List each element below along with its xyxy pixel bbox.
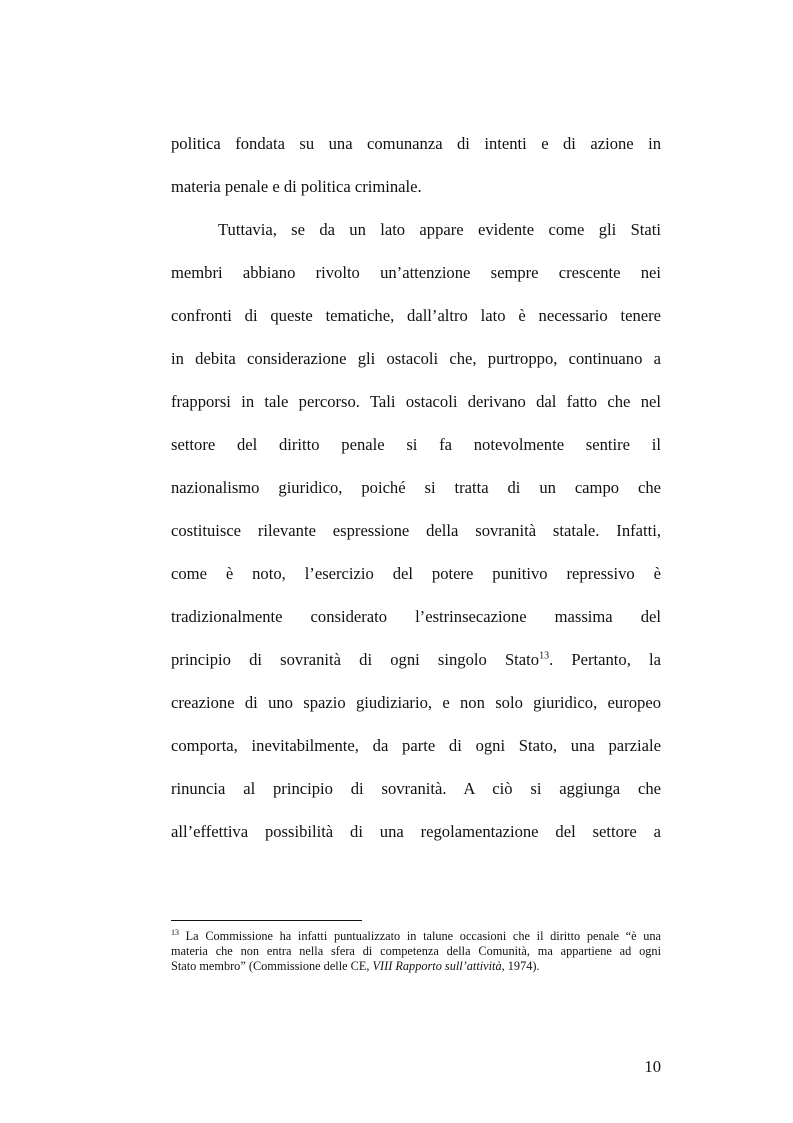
body-line: creazione di uno spazio giudiziario, e non solo giuridico, europeo xyxy=(171,693,661,712)
body-line: comporta, inevitabilmente, da parte di ogni Stato, una parziale xyxy=(171,736,661,755)
footnote-line: materia che non entra nella sfera di competenza della Comunità, ma appartiene ad ogni xyxy=(171,944,661,958)
body-line-paragraph-start: Tuttavia, se da un lato appare evidente come gli Stati xyxy=(218,220,661,239)
footnote-text: Stato membro” (Commissione delle CE, xyxy=(171,959,373,973)
body-line: nazionalismo giuridico, poiché si tratta di un campo che xyxy=(171,478,661,497)
body-line: settore del diritto penale si fa notevolmente sentire il xyxy=(171,435,661,454)
body-line: membri abbiano rivolto un’attenzione sempre crescente nei xyxy=(171,263,661,282)
footnote-text: , 1974). xyxy=(501,959,540,973)
body-line: costituisce rilevante espressione della sovranità statale. Infatti, xyxy=(171,521,661,540)
body-line: materia penale e di politica criminale. xyxy=(171,177,422,196)
body-text: . Pertanto, la xyxy=(549,650,661,669)
page-number: 10 xyxy=(644,1057,661,1076)
footnote-italic-title: VIII Rapporto sull’attività xyxy=(372,959,502,973)
footnote-text: La Commissione ha infatti puntualizzato in talune occasioni che il diritto penale “è una xyxy=(185,929,661,943)
footnote-separator xyxy=(171,920,362,921)
footnote-number: 13 xyxy=(171,927,179,937)
footnote-line xyxy=(171,959,661,974)
body-line: frapporsi in tale percorso. Tali ostacoli derivano dal fatto che nel xyxy=(171,392,661,411)
body-line-with-footnote-ref xyxy=(171,650,661,670)
body-line: rinuncia al principio di sovranità. A ciò si aggiunga che xyxy=(171,779,661,798)
body-line: confronti di queste tematiche, dall’altro lato è necessario tenere xyxy=(171,306,661,325)
body-line: tradizionalmente considerato l’estrinsecazione massima del xyxy=(171,607,661,626)
footnote-line xyxy=(171,929,661,944)
body-line: in debita considerazione gli ostacoli che, purtroppo, continuano a xyxy=(171,349,661,368)
footnote-reference[interactable]: 13 xyxy=(539,650,550,662)
body-line: all’effettiva possibilità di una regolamentazione del settore a xyxy=(171,822,661,841)
body-text: principio di sovranità di ogni singolo Stato xyxy=(171,650,540,669)
body-line: politica fondata su una comunanza di intenti e di azione in xyxy=(171,134,661,153)
body-line: come è noto, l’esercizio del potere punitivo repressivo è xyxy=(171,564,661,583)
